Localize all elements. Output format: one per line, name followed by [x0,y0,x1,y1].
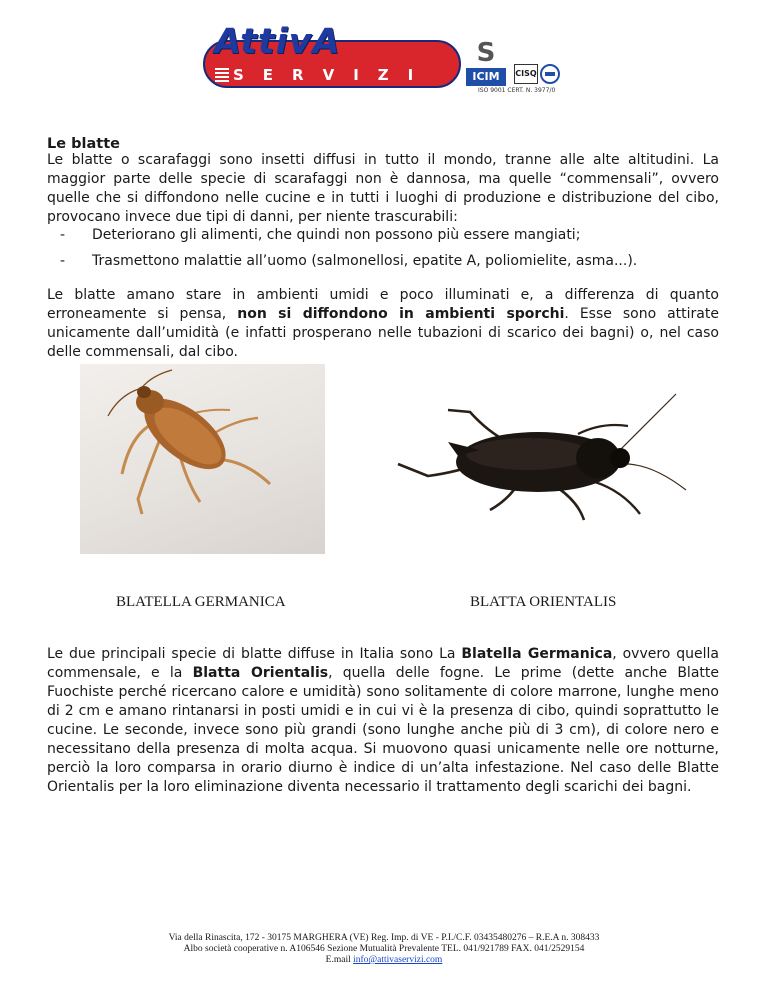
iqnet-globe-icon [540,64,560,84]
habitat-text: Le blatte amano stare in ambienti umidi e poco illuminati e, a differenza di quanto erroneamente si pensa, [47,287,719,322]
oriental-cockroach-image [388,392,688,522]
intro-paragraph: Le blatte o scarafaggi sono insetti diffusi in tutto il mondo, tranne alle alte altitudini. La maggior parte delle specie di scarafaggi non è dannosa, ma quelle “commensali”, ovvero quelle che si diffondono nelle cucine e in tutti i luoghi di produzione e distribuzione del cibo, provocano invece due tipi di danni, per niente trascurabili: [47,152,719,225]
blatta-orientalis-photo [388,392,688,522]
logo-wordmark: AttivA [214,22,341,62]
footer-email-link[interactable]: info@attivaservizi.com [353,955,443,965]
iso-cert-number: ISO 9001 CERT. N. 3977/0 [478,87,556,94]
photo-caption-orientalis: BLATTA ORIENTALIS [470,594,617,610]
habitat-emphasis: non si diffondono in ambienti sporchi [237,306,565,322]
footer-address: Via della Rinascita, 172 - 30175 MARGHERA (VE) Reg. Imp. di VE - P.I./C.F. 03435480276 – R.E.A n. 308433 [168,933,600,943]
species-text: , quella delle fogne. Le prime (dette anche Blatte Fuochiste perché ricercano calore e umidità) sono solitamente di colore marrone, lunghe meno di 2 cm e amano rintanarsi in posti umidi e in cui vi è la presenza di cibo, quindi soprattutto le cucine. Le seconde, invece sono più grandi (sono lunghe anche più di 3 cm), di colore nero e necessitano della presenza di molta acqua. Si muovono quasi unicamente nelle ore notturne, perciò la loro comparsa in orario diurno è indice di un’alta infestazione. Nel caso delle Blatte Orientalis per la loro eliminazione diventa necessario il trattamento degli scarichi dei bagni. [47,665,719,795]
icim-s-icon: S [476,38,496,68]
bullet-marker: - [60,227,66,243]
logo-stripes [215,68,229,82]
icim-certification-logo [466,40,506,88]
blatella-germanica-photo [80,364,325,554]
list-item-text: Trasmettono malattie all’uomo (salmonellosi, epatite A, poliomielite, asma...). [92,253,638,269]
icim-label: ICIM [466,68,506,86]
list-item [58,252,718,271]
company-logo [200,22,580,94]
damage-list [58,226,718,278]
species-text: , ovvero quella commensale, e la [47,646,719,681]
logo-subtitle: SERVIZI [233,66,433,84]
cisq-logo: CISQ [514,64,538,84]
section-title: Le blatte [47,136,120,152]
habitat-paragraph [47,286,719,362]
footer-email-label: E.mail [325,955,354,965]
list-item [58,226,718,245]
species-text: Le due principali specie di blatte diffuse in Italia sono La [47,646,462,662]
list-item-text: Deteriorano gli alimenti, che quindi non possono più essere mangiati; [92,227,581,243]
page-footer [84,933,684,966]
german-cockroach-image [80,364,325,554]
footer-email-line [84,955,684,966]
species-name-orientalis: Blatta Orientalis [192,665,329,681]
footer-registry: Albo società cooperative n. A106546 Sezione Mutualità Prevalente TEL. 041/921789 FAX. 041/2529154 [183,944,585,954]
species-name-germanica: Blatella Germanica [461,646,613,662]
habitat-text-end: . Esse sono attirate unicamente dall’umidità (e infatti prosperano nelle tubazioni di scarico dei bagni) o, nel caso delle commensali, dal cibo. [47,306,719,360]
species-paragraph [47,645,719,797]
photo-caption-germanica: BLATELLA GERMANICA [116,594,286,610]
bullet-marker: - [60,253,66,269]
